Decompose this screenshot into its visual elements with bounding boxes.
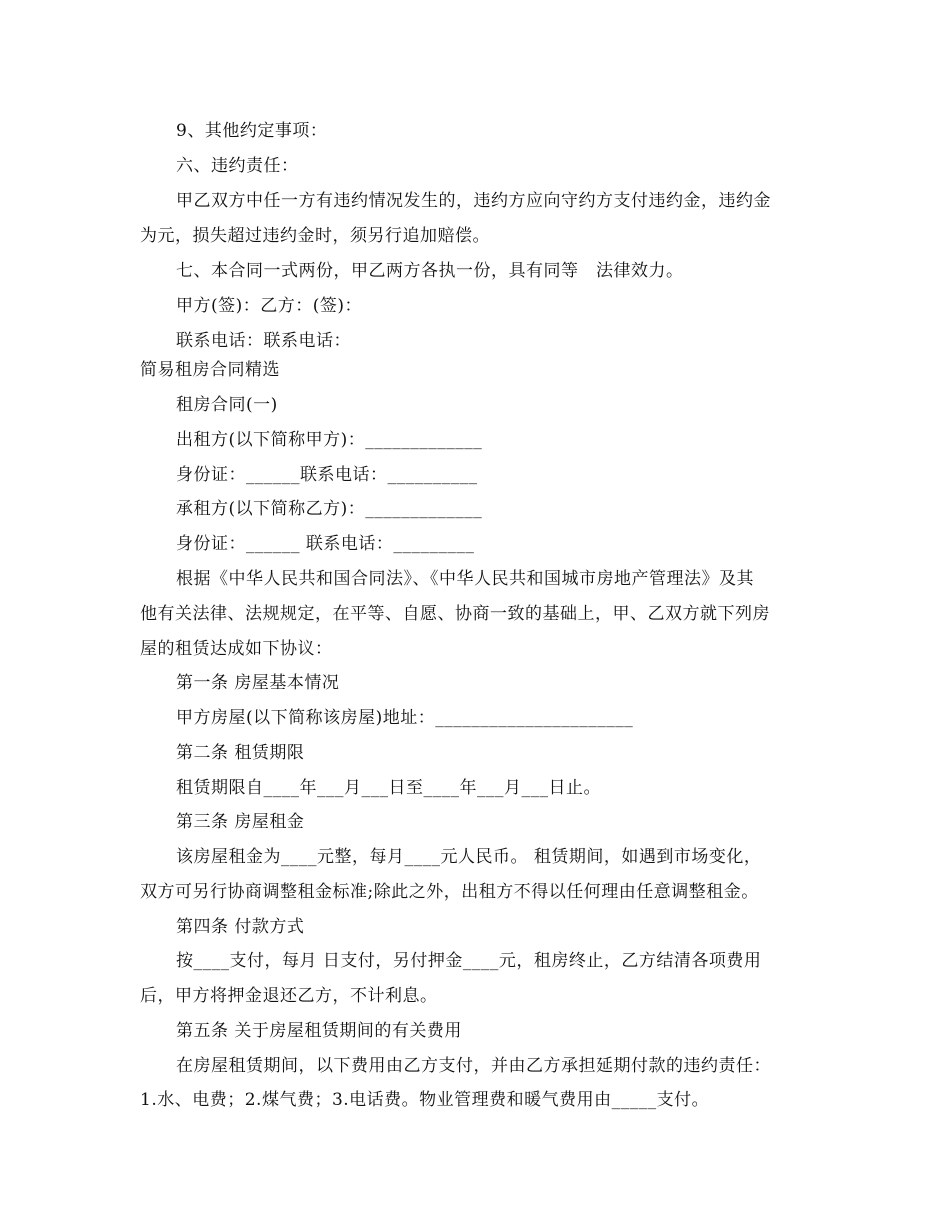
- text-line: 屋的租赁达成如下协议：: [140, 639, 333, 659]
- section-heading: 六、违约责任：: [176, 156, 299, 176]
- term-line: 租赁期限自____年___月___日至____年___月___日止。: [176, 778, 601, 798]
- contract-title: 租房合同(一): [176, 395, 278, 415]
- signature-line: 甲方(签)：乙方：(签)：: [176, 296, 363, 316]
- id-contact-line: 身份证：______ 联系电话：_________: [176, 534, 475, 554]
- text-line: 9、其他约定事项：: [176, 121, 328, 141]
- text-line: 为元，损失超过违约金时，须另行追加赔偿。: [140, 226, 490, 246]
- article-heading: 第四条 付款方式: [176, 917, 305, 937]
- article-heading: 第二条 租赁期限: [176, 743, 305, 763]
- article-heading: 第三条 房屋租金: [176, 812, 305, 832]
- address-line: 甲方房屋(以下简称该房屋)地址：______________________: [176, 708, 634, 728]
- text-line: 按____支付，每月 日支付，另付押金____元，租房终止，乙方结清各项费用: [176, 951, 762, 971]
- lessee-line: 承租方(以下简称乙方)：_____________: [176, 499, 483, 519]
- lessor-line: 出租方(以下简称甲方)：_____________: [176, 430, 483, 450]
- text-line: 他有关法律、法规规定，在平等、自愿、协商一致的基础上，甲、乙双方就下列房: [140, 604, 770, 624]
- article-heading: 第一条 房屋基本情况: [176, 673, 340, 693]
- text-line: 在房屋租赁期间，以下费用由乙方支付，并由乙方承担延期付款的违约责任：: [176, 1056, 771, 1076]
- contact-line: 联系电话：联系电话：: [176, 331, 351, 351]
- text-line: 1.水、电费；2.煤气费；3.电话费。物业管理费和暖气费用由_____支付。: [140, 1090, 710, 1110]
- article-heading: 第五条 关于房屋租赁期间的有关费用: [176, 1021, 462, 1041]
- text-line: 该房屋租金为____元整，每月____元人民币。 租赁期间，如遇到市场变化，: [176, 847, 762, 867]
- text-line: 后，甲方将押金退还乙方，不计利息。: [140, 986, 438, 1006]
- text-line: 七、本合同一式两份，甲乙两方各执一份，具有同等 法律效力。: [176, 261, 684, 281]
- document-title: 简易租房合同精选: [140, 360, 280, 380]
- id-contact-line: 身份证：______联系电话：__________: [176, 465, 478, 485]
- text-line: 根据《中华人民共和国合同法》、《中华人民共和国城市房地产管理法》及其: [176, 569, 754, 589]
- text-line: 甲乙双方中任一方有违约情况发生的，违约方应向守约方支付违约金，违约金: [176, 191, 771, 211]
- text-line: 双方可另行协商调整租金标准;除此之外，出租方不得以任何理由任意调整租金。: [140, 882, 759, 902]
